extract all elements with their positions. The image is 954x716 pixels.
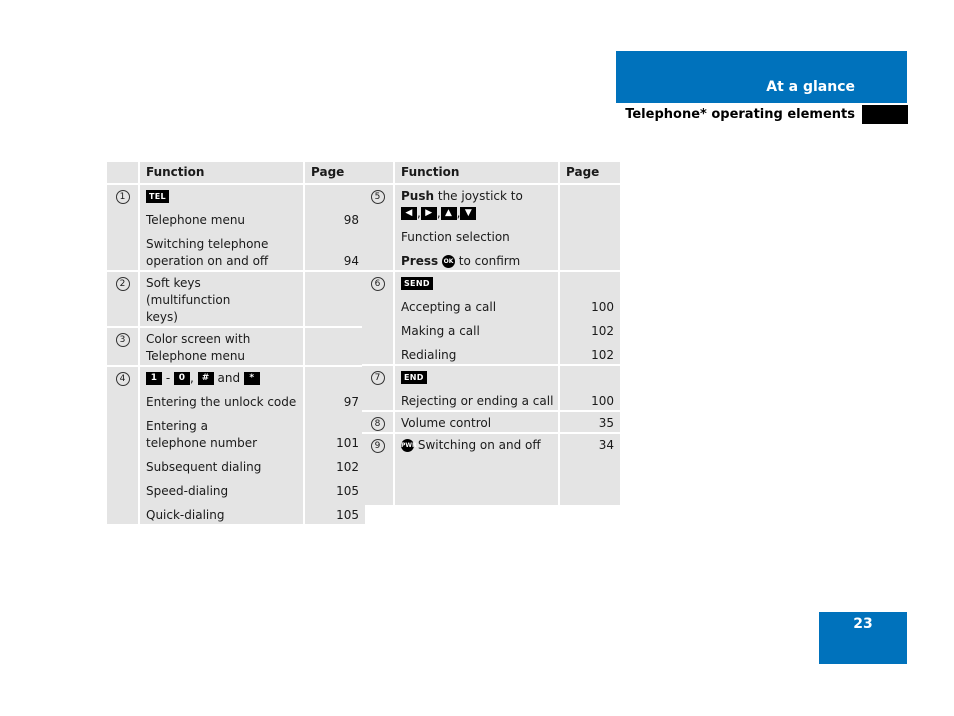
function-text: Soft keys (multifunction keys): [146, 276, 231, 324]
function-text: Entering the unlock code: [146, 395, 297, 409]
page-subtitle: Telephone* operating elements: [625, 107, 855, 122]
item-number: 6: [371, 277, 385, 291]
left-function-table: [107, 162, 365, 524]
function-text: Switching on and off: [417, 438, 541, 452]
table-row: 4 1 - 0 , # and * Entering the unlock code Entering a telephone number Subsequent dialing Speed-dialing Quick-dialing 97 101 102 105 105: [107, 366, 365, 524]
page-ref: 98: [343, 213, 359, 227]
page-header: Page: [304, 162, 365, 184]
item-number: 4: [116, 372, 130, 386]
function-text: Accepting a call: [401, 300, 497, 314]
item-number: 3: [116, 333, 130, 347]
arrow-down-key-icon: ▼: [460, 207, 476, 220]
function-text: Subsequent dialing: [146, 460, 262, 474]
function-text: Telephone menu: [146, 213, 246, 227]
item-number: 8: [371, 417, 385, 431]
page-number-box: [819, 612, 907, 664]
right-function-table: [362, 162, 620, 505]
table-row: [362, 365, 620, 411]
table-header-row: [362, 162, 620, 184]
function-text: Volume control: [401, 416, 492, 430]
function-text: Redialing: [401, 348, 457, 362]
function-text: Color screen with Telephone menu: [146, 332, 251, 363]
page-ref: 100: [591, 394, 614, 408]
page-ref: 105: [336, 484, 359, 498]
table-row: [362, 271, 620, 365]
table-row: 5 Push the joystick to ◀ , ▶ , ▲ , ▼ Function selection Press OK to confirm: [362, 184, 620, 271]
page-ref: 34: [598, 438, 614, 452]
function-header: Function: [394, 162, 559, 184]
function-text: Switching telephone operation on and off: [146, 237, 269, 268]
table-row: [362, 411, 620, 433]
function-text: Rejecting or ending a call: [401, 394, 554, 408]
arrow-right-key-icon: ▶: [421, 207, 437, 220]
page-ref: 102: [591, 324, 614, 338]
item-number: 1: [116, 190, 130, 204]
table-row: [107, 184, 365, 271]
arrow-up-key-icon: ▲: [441, 207, 457, 220]
table-row: [107, 271, 365, 327]
subtitle-bar: [862, 105, 908, 124]
page-ref: 35: [598, 416, 614, 430]
table-row: [362, 433, 620, 505]
arrow-left-key-icon: ◀: [401, 207, 417, 220]
function-text: Making a call: [401, 324, 480, 338]
page-ref: 94: [343, 254, 359, 268]
page-ref: 105: [336, 508, 359, 522]
send-key-icon: SEND: [401, 277, 433, 290]
function-text: Entering a telephone number: [146, 419, 258, 450]
item-number: 9: [371, 439, 385, 453]
star-key-icon: *: [244, 372, 260, 385]
function-text: Function selection: [401, 230, 510, 244]
ok-button-icon: OK: [442, 255, 455, 268]
digit-1-key-icon: 1: [146, 372, 162, 385]
function-text: Quick-dialing: [146, 508, 225, 522]
item-number: 2: [116, 277, 130, 291]
function-header: Function: [139, 162, 304, 184]
tel-key-icon: TEL: [146, 190, 169, 203]
section-title: At a glance: [766, 79, 855, 95]
end-key-icon: END: [401, 371, 427, 384]
page-ref: 97: [343, 395, 359, 409]
page-ref: 100: [591, 300, 614, 314]
digit-0-key-icon: 0: [174, 372, 190, 385]
section-header-box: [616, 51, 907, 103]
page-ref: 101: [336, 436, 359, 450]
table-header-row: [107, 162, 365, 184]
page-number: 23: [853, 616, 873, 632]
hash-key-icon: #: [198, 372, 214, 385]
page-ref: 102: [336, 460, 359, 474]
power-button-icon: PWR: [401, 439, 414, 452]
page-header: Page: [559, 162, 620, 184]
table-row: [107, 327, 365, 366]
item-number: 7: [371, 371, 385, 385]
item-number: 5: [371, 190, 385, 204]
page-ref: 102: [591, 348, 614, 362]
function-text: Speed-dialing: [146, 484, 229, 498]
